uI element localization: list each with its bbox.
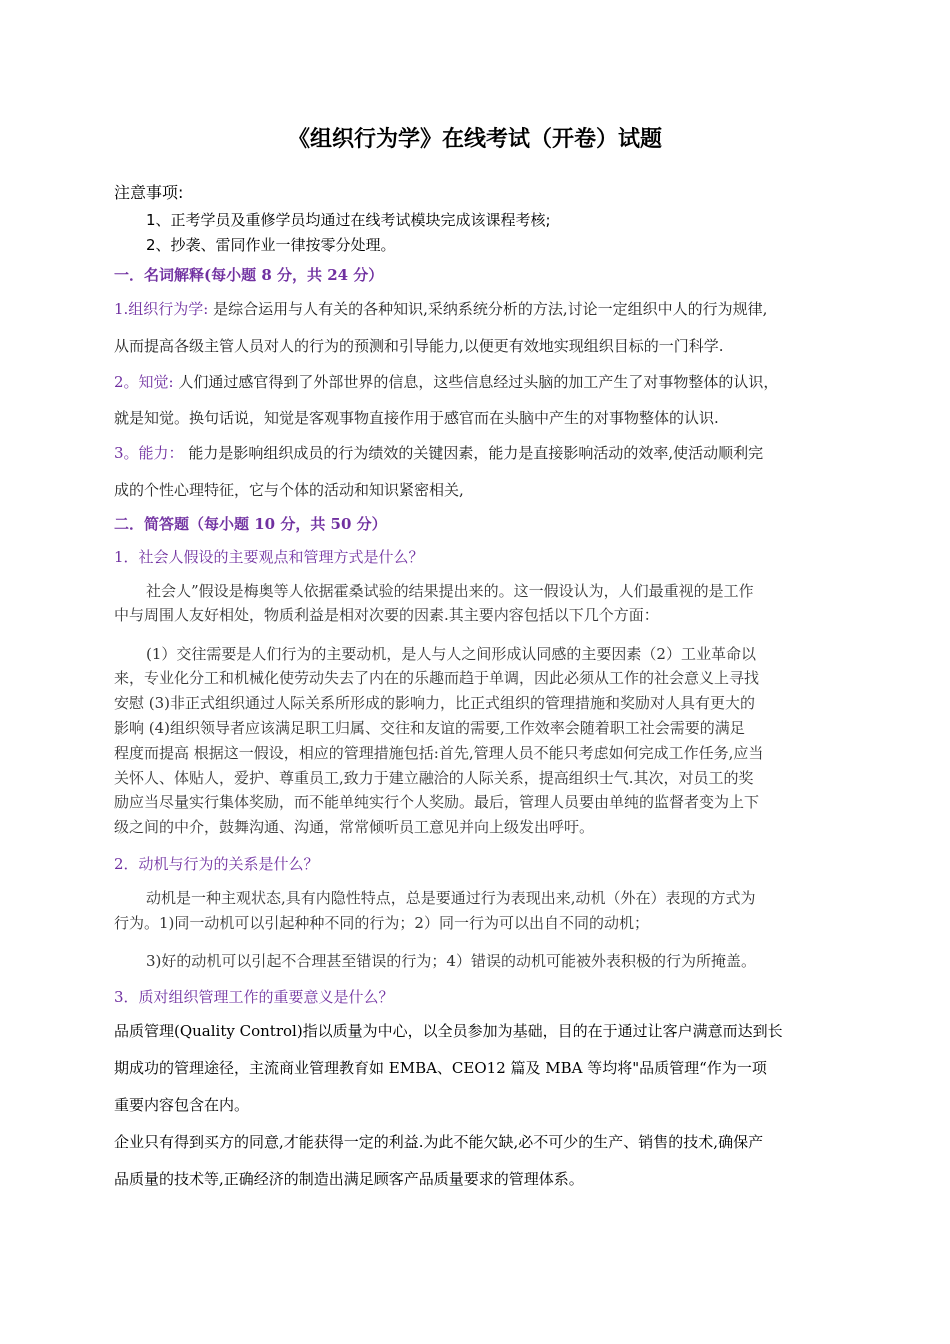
term-label: 1.组织行为学: bbox=[114, 300, 209, 318]
answer-line: (1）交往需要是人们行为的主要动机，是人与人之间形成认同感的主要因素（2）工业革命以 bbox=[146, 645, 756, 663]
notice-item: 1、正考学员及重修学员均通过在线考试模块完成该课程考核; bbox=[146, 211, 551, 229]
answer-line: 品质量的技术等,正确经济的制造出满足顾客产品质量要求的管理体系。 bbox=[114, 1170, 584, 1188]
answer-line: 影响 (4)组织领导者应该满足职工归属、交往和友谊的需要,工作效率会随着职工社会需要的满足 bbox=[114, 719, 745, 737]
answer-line: 程度而提高 根据这一假设，相应的管理措施包括:首先,管理人员不能只考虑如何完成工作任务,应当 bbox=[114, 744, 764, 762]
answer-line: 关怀人、体贴人，爱护、尊重员工,致力于建立融洽的人际关系，提高组织士气.其次，对员工的奖 bbox=[114, 769, 754, 787]
term-text: 能力是影响组织成员的行为绩效的关键因素，能力是直接影响活动的效率,使活动顺利完 bbox=[183, 444, 764, 462]
term-text: 成的个性心理特征，它与个体的活动和知识紧密相关, bbox=[114, 481, 464, 499]
term-label: 3。能力： bbox=[114, 444, 184, 462]
section-heading-definitions: 一．名词解释(每小题 8 分，共 24 分） bbox=[114, 266, 384, 284]
term-line bbox=[114, 442, 763, 463]
answer-line: 来，专业化分工和机械化使劳动失去了内在的乐趣而趋于单调，因此必须从工作的社会意义上寻找 bbox=[114, 669, 760, 687]
answer-line: 行为。1)同一动机可以引起种种不同的行为；2）同一行为可以出自不同的动机； bbox=[114, 914, 649, 932]
answer-line: 品质管理(Quality Control)指以质量为中心，以全员参加为基础，目的在于通过让客户满意而达到长 bbox=[114, 1022, 783, 1040]
answer-line: 安慰 (3)非正式组织通过人际关系所形成的影响力，比正式组织的管理措施和奖励对人具有更大的 bbox=[114, 694, 756, 712]
term-label: 2。知觉: bbox=[114, 373, 174, 391]
term-text: 是综合运用与人有关的各种知识,采纳系统分析的方法,讨论一定组织中人的行为规律, bbox=[208, 300, 768, 318]
term-text: 人们通过感官得到了外部世界的信息，这些信息经过头脑的加工产生了对事物整体的认识， bbox=[173, 373, 779, 391]
notice-heading: 注意事项: bbox=[114, 183, 184, 202]
section-heading-short-answer: 二．简答题（每小题 10 分，共 50 分） bbox=[114, 515, 387, 533]
term-text: 就是知觉。换句话说，知觉是客观事物直接作用于感官而在头脑中产生的对事物整体的认识. bbox=[114, 409, 719, 427]
answer-line: 企业只有得到买方的同意,才能获得一定的利益.为此不能欠缺,必不可少的生产、销售的技术,确保产 bbox=[114, 1133, 764, 1151]
term-text: 从而提高各级主管人员对人的行为的预测和引导能力,以便更有效地实现组织目标的一门科学. bbox=[114, 337, 724, 355]
answer-line: 中与周围人友好相处，物质利益是相对次要的因素.其主要内容包括以下几个方面： bbox=[114, 606, 659, 624]
question-2: 2．动机与行为的关系是什么？ bbox=[114, 855, 319, 873]
answer-line: 期成功的管理途径，主流商业管理教育如 EMBA、CEO12 篇及 MBA 等均将"品质管理“作为一项 bbox=[114, 1059, 767, 1077]
page-title: 《组织行为学》在线考试（开卷）试题 bbox=[287, 126, 662, 152]
answer-line: 励应当尽量实行集体奖励，而不能单纯实行个人奖励。最后，管理人员要由单纯的监督者变为上下 bbox=[114, 793, 760, 811]
term-line bbox=[114, 371, 778, 392]
term-line bbox=[114, 298, 767, 319]
answer-line: 社会人”假设是梅奥等人依据霍桑试验的结果提出来的。这一假设认为，人们最重视的是工作 bbox=[146, 582, 754, 600]
answer-line: 重要内容包含在内。 bbox=[114, 1096, 250, 1114]
question-3: 3．质对组织管理工作的重要意义是什么？ bbox=[114, 988, 394, 1006]
answer-line: 动机是一种主观状态,具有内隐性特点，总是要通过行为表现出来,动机（外在）表现的方式为 bbox=[146, 889, 756, 907]
notice-item: 2、抄袭、雷同作业一律按零分处理。 bbox=[146, 236, 396, 254]
answer-line: 级之间的中介，鼓舞沟通、沟通，常常倾听员工意见并向上级发出呼吁。 bbox=[114, 818, 595, 836]
question-1: 1．社会人假设的主要观点和管理方式是什么？ bbox=[114, 548, 424, 566]
answer-line: 3)好的动机可以引起不合理甚至错误的行为；4）错误的动机可能被外表积极的行为所掩盖。 bbox=[146, 952, 756, 970]
